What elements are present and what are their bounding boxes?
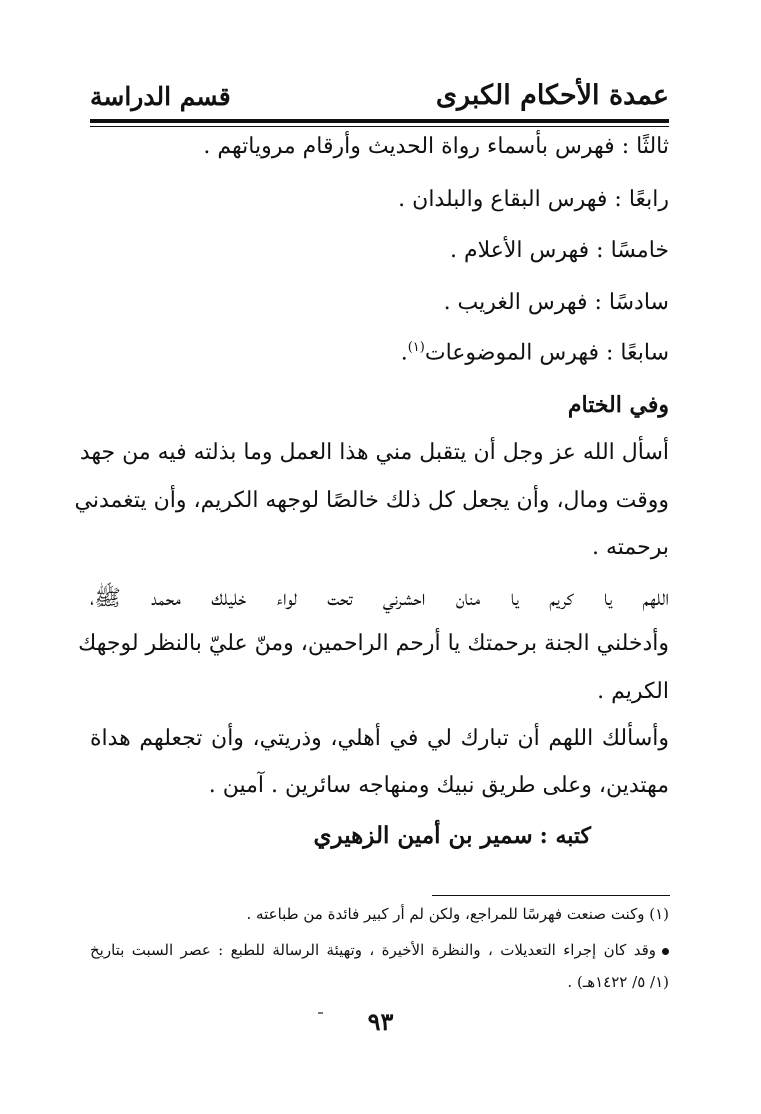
running-header (90, 78, 669, 122)
footnote-1: (١) وكنت صنعت فهرسًا للمراجع، ولكن لم أر كبير فائدة من طباعته . (246, 905, 669, 923)
index-item-4 (398, 187, 669, 212)
paragraph-2-line-1: اللهم يا كريم يا منان احشرني تحت لواء خليلك محمد ﷺ، (90, 586, 669, 611)
index-item-3 (203, 134, 669, 159)
index-separator: : (621, 134, 630, 159)
paragraph-2-line-2: وأدخلني الجنة برحمتك يا أرحم الراحمين، ومنّ عليّ بالنظر لوجهك (78, 631, 669, 656)
signature (314, 822, 591, 849)
footnote-rule (432, 895, 670, 896)
index-separator: : (606, 340, 614, 366)
index-ordinal: سادسًا (608, 290, 669, 315)
index-ordinal: ثالثًا (636, 134, 669, 159)
paragraph-3-line-1: وأسألك اللهم أن تبارك لي في أهلي، وذريتي، وأن تجعلهم هداة (90, 726, 669, 751)
index-text: فهرس البقاع والبلدان . (398, 187, 608, 212)
header-rule-thick (90, 119, 669, 123)
book-title: عمدة الأحكام الكبرى (435, 80, 669, 111)
page-number: ٩٣ (367, 1007, 394, 1036)
index-text: فهرس بأسماء رواة الحديث وأرقام مروياتهم . (203, 134, 615, 159)
paragraph-1-line-3: برحمته . (592, 535, 669, 560)
completion-note-line-2: (١/ ٥/ ١٤٢٢هـ) . (567, 973, 669, 991)
index-separator: : (614, 187, 622, 212)
paragraph-3-line-2: مهتدين، وعلى طريق نبيك ومنهاجه سائرين . آمين . (208, 773, 669, 798)
index-separator: : (596, 238, 604, 263)
index-text: فهرس الموضوعات (424, 340, 599, 366)
closing-heading: وفي الختام (567, 392, 669, 418)
index-separator: : (594, 290, 602, 315)
signature-label: كتبه : (539, 823, 591, 849)
header-rule-thin (90, 126, 669, 127)
footnote-ref: (١) (407, 340, 425, 355)
completion-note-text: وقد كان إجراء التعديلات ، والنظرة الأخيرة ، وتهيئة الرسالة للطبع : عصر السبت بتاريخ (90, 941, 656, 959)
completion-note-line-1 (90, 941, 669, 959)
index-ordinal: سابعًا (620, 340, 669, 366)
paragraph-2-line-3: الكريم . (597, 679, 669, 704)
index-end: . (400, 340, 408, 366)
index-ordinal: خامسًا (610, 238, 669, 263)
index-ordinal: رابعًا (628, 187, 669, 212)
index-text: فهرس الأعلام . (449, 238, 590, 263)
author-name: سمير بن أمين الزهيري (313, 822, 533, 849)
index-item-6 (444, 290, 669, 315)
paragraph-1-line-1: أسأل الله عز وجل أن يتقبل مني هذا العمل وما بذلته فيه من جهد (79, 440, 669, 465)
paragraph-1-line-2: ووقت ومال، وأن يجعل كل ذلك خالصًا لوجهه الكريم، وأن يتغمدني (74, 488, 669, 513)
index-text: فهرس الغريب . (443, 290, 588, 315)
index-item-5 (450, 238, 669, 263)
section-title: قسم الدراسة (90, 82, 231, 111)
index-item-7 (401, 340, 669, 365)
bullet-icon (662, 948, 669, 955)
